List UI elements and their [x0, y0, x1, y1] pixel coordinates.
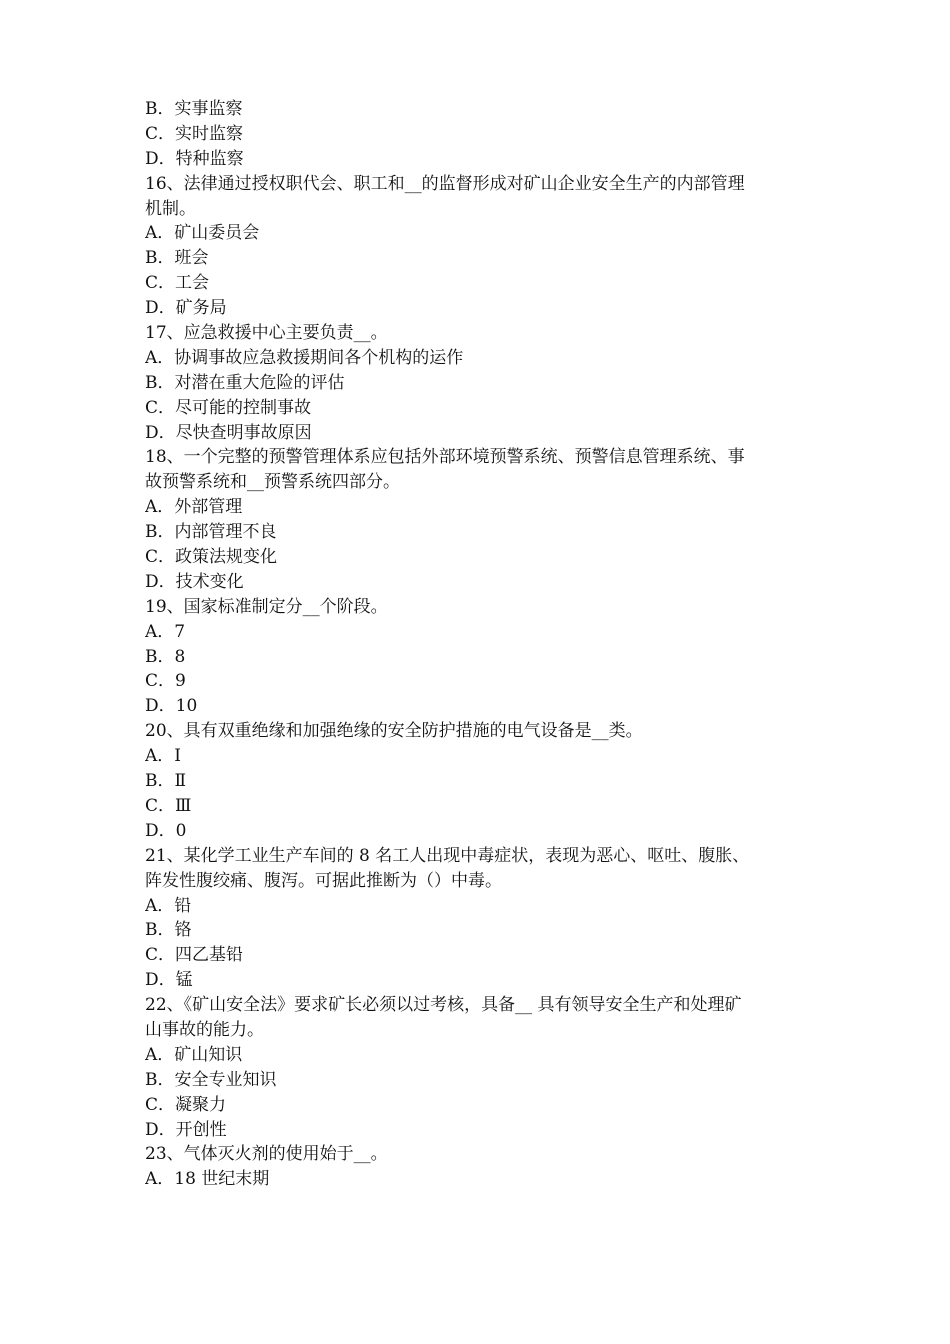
option-21-b: B．铬 [145, 920, 192, 941]
option-22-c: C．凝聚力 [145, 1094, 227, 1115]
question-18-stem-cont: 故预警系统和__预警系统四部分。 [145, 472, 400, 493]
option-18-a: A．外部管理 [145, 497, 243, 518]
option-19-c: C．9 [145, 671, 186, 692]
question-19-stem: 19、国家标准制定分__个阶段。 [145, 596, 388, 617]
option-16-a: A．矿山委员会 [145, 223, 260, 244]
question-21-stem: 21、某化学工业生产车间的 8 名工人出现中毒症状，表现为恶心、呕吐、腹胀、 [145, 845, 750, 866]
question-18-stem: 18、一个完整的预警管理体系应包括外部环境预警系统、预警信息管理系统、事 [145, 447, 745, 468]
option-15-d: D．特种监察 [145, 148, 244, 169]
option-16-b: B．班会 [145, 248, 209, 269]
option-22-d: D．开创性 [145, 1119, 227, 1140]
option-17-c: C．尽可能的控制事故 [145, 397, 312, 418]
option-20-b: B．Ⅱ [145, 771, 187, 792]
option-19-d: D．10 [145, 696, 198, 717]
option-21-d: D．锰 [145, 970, 193, 991]
option-20-d: D．0 [145, 820, 187, 841]
option-22-a: A．矿山知识 [145, 1044, 243, 1065]
option-18-b: B．内部管理不良 [145, 522, 277, 543]
question-20-stem: 20、具有双重绝缘和加强绝缘的安全防护措施的电气设备是__类。 [145, 721, 643, 742]
option-21-c: C．四乙基铅 [145, 945, 244, 966]
option-17-d: D．尽快查明事故原因 [145, 422, 312, 443]
document-page [145, 97, 813, 1192]
option-18-d: D．技术变化 [145, 571, 244, 592]
option-15-c: C．实时监察 [145, 123, 244, 144]
option-22-b: B．安全专业知识 [145, 1069, 277, 1090]
option-18-c: C．政策法规变化 [145, 547, 278, 568]
question-16-stem: 16、法律通过授权职代会、职工和__的监督形成对矿山企业安全生产的内部管理 [145, 173, 745, 194]
question-21-stem-cont: 阵发性腹绞痛、腹泻。可据此推断为（）中毒。 [145, 870, 502, 891]
option-15-b: B．实事监察 [145, 99, 243, 119]
question-17-stem: 17、应急救援中心主要负责__。 [145, 323, 388, 344]
option-17-b: B．对潜在重大危险的评估 [145, 372, 345, 393]
option-20-a: A．Ⅰ [145, 746, 181, 767]
option-17-a: A．协调事故应急救援期间各个机构的运作 [145, 347, 464, 368]
option-21-a: A．铅 [145, 895, 192, 916]
option-16-d: D．矿务局 [145, 298, 227, 319]
question-23-stem: 23、气体灭火剂的使用始于__。 [145, 1144, 388, 1165]
option-23-a: A．18 世纪末期 [145, 1169, 270, 1190]
option-19-b: B．8 [145, 646, 186, 667]
option-19-a: A．7 [145, 621, 186, 642]
question-16-stem-cont: 机制。 [145, 198, 196, 219]
question-22-stem: 22、《矿山安全法》要求矿长必须以过考核，具备__ 具有领导安全生产和处理矿 [145, 995, 742, 1016]
option-20-c: C．Ⅲ [145, 795, 192, 816]
question-22-stem-cont: 山事故的能力。 [145, 1019, 264, 1040]
option-16-c: C．工会 [145, 273, 210, 294]
